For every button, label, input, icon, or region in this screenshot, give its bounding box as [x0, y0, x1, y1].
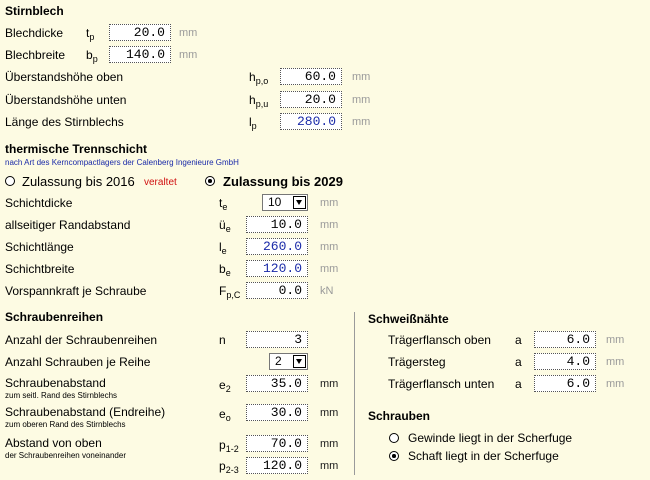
symbol-be: $b_e$: [219, 262, 231, 278]
section-title-trennschicht: thermische Trennschicht: [5, 142, 148, 156]
symbol-e2: $e_2$: [219, 378, 231, 394]
schrauben-je-reihe-select[interactable]: [269, 353, 308, 370]
unit-mm: mm: [606, 356, 625, 368]
chevron-down-icon[interactable]: [293, 196, 306, 209]
symbol-n: n: [219, 333, 226, 347]
unit-mm: mm: [320, 263, 339, 275]
symbol-hpo: $h_{p,o}$: [249, 70, 269, 86]
schichtbreite-value: 120.0: [246, 260, 308, 277]
unit-mm: mm: [320, 460, 339, 472]
symbol-eo: $e_o$: [219, 407, 231, 423]
blechbreite-input[interactable]: 140.0: [109, 46, 171, 63]
ueberstandshoehe-unten-input[interactable]: 20.0: [280, 91, 342, 108]
label-schraubenabstand: Schraubenabstand: [5, 376, 106, 390]
schichtdicke-value: 10: [268, 195, 282, 209]
symbol-a: a: [515, 355, 522, 369]
symbol-hpu: $h_{p,u}$: [249, 93, 269, 109]
anzahl-schraubenreihen-input[interactable]: 3: [246, 331, 308, 348]
chevron-down-icon[interactable]: [293, 355, 306, 368]
unit-mm: mm: [606, 334, 625, 346]
section-title-schraubenreihen: Schraubenreihen: [5, 310, 104, 324]
label-laenge-stirnblech: Länge des Stirnblechs: [5, 115, 124, 129]
unit-mm: mm: [179, 49, 198, 61]
radio-schaft-scherfuge[interactable]: [389, 451, 399, 461]
radio-zulassung-2016[interactable]: [5, 176, 15, 186]
note-schraubenabstand: zum seitl. Rand des Stirnblechs: [5, 391, 118, 400]
radio-gewinde-scherfuge[interactable]: [389, 433, 399, 443]
unit-mm: mm: [606, 378, 625, 390]
radio-label-zulassung-2029[interactable]: Zulassung bis 2029: [223, 174, 343, 189]
label-traegerflansch-unten: Trägerflansch unten: [388, 377, 495, 391]
symbol-p23: $p_{2-3}$: [219, 459, 239, 475]
unit-mm: mm: [320, 438, 339, 450]
unit-mm: mm: [179, 27, 198, 39]
section-divider: [354, 312, 355, 475]
unit-mm: mm: [320, 407, 339, 419]
label-abstand-von-oben: Abstand von oben: [5, 436, 102, 450]
unit-mm: mm: [320, 219, 339, 231]
unit-mm: mm: [320, 378, 339, 390]
symbol-ue: $ü_e$: [219, 218, 231, 234]
note-abstand-von-oben: der Schraubenreihen voneinander: [5, 451, 126, 460]
traegerflansch-oben-input[interactable]: 6.0: [534, 331, 596, 348]
label-randabstand: allseitiger Randabstand: [5, 218, 131, 232]
abstand-p23-input[interactable]: 120.0: [246, 457, 308, 474]
label-ueberstandshoehe-oben: Überstandshöhe oben: [5, 70, 124, 84]
schrauben-je-reihe-value: 2: [275, 354, 282, 368]
section-title-schweissnaehte: Schweißnähte: [368, 312, 449, 326]
unit-mm: mm: [320, 241, 339, 253]
label-vorspannkraft: Vorspannkraft je Schraube: [5, 284, 147, 298]
schraubenabstand-input[interactable]: 35.0: [246, 375, 308, 392]
label-schichtlaenge: Schichtlänge: [5, 240, 74, 254]
unit-mm: mm: [320, 197, 339, 209]
label-blechdicke: Blechdicke: [5, 26, 64, 40]
symbol-le: $l_e$: [219, 240, 227, 256]
note-veraltet: veraltet: [144, 177, 177, 188]
schichtdicke-select[interactable]: [262, 194, 308, 211]
schraubenabstand-endreihe-input[interactable]: 30.0: [246, 404, 308, 421]
label-schichtdicke: Schichtdicke: [5, 196, 73, 210]
symbol-te: $t_e$: [219, 196, 228, 212]
symbol-bp: $b_p$: [86, 48, 98, 64]
note-schraubenabstand-endreihe: zum oberen Rand des Stirnblechs: [5, 420, 126, 429]
vorspannkraft-input[interactable]: 0.0: [246, 282, 308, 299]
traegerflansch-unten-input[interactable]: 6.0: [534, 375, 596, 392]
randabstand-input[interactable]: 10.0: [246, 216, 308, 233]
label-ueberstandshoehe-unten: Überstandshöhe unten: [5, 93, 127, 107]
label-anzahl-schraubenreihen: Anzahl der Schraubenreihen: [5, 333, 158, 347]
section-subtitle-trennschicht: nach Art des Kerncompactlagers der Calenberg Ingenieure GmbH: [5, 158, 239, 167]
radio-label-zulassung-2016[interactable]: Zulassung bis 2016: [22, 174, 135, 189]
symbol-fpc: $F_{p,C}$: [219, 284, 241, 300]
symbol-tp: $t_p$: [86, 26, 95, 42]
radio-zulassung-2029[interactable]: [205, 176, 215, 186]
label-schraubenabstand-endreihe: Schraubenabstand (Endreihe): [5, 405, 166, 419]
label-schichtbreite: Schichtbreite: [5, 262, 75, 276]
section-title-schrauben: Schrauben: [368, 409, 431, 423]
radio-label-gewinde-scherfuge[interactable]: Gewinde liegt in der Scherfuge: [408, 431, 573, 445]
section-title-stirnblech: Stirnblech: [5, 4, 64, 18]
blechdicke-input[interactable]: 20.0: [109, 24, 171, 41]
unit-mm: mm: [352, 71, 371, 83]
laenge-stirnblech-value: 280.0: [280, 113, 342, 130]
unit-kn: kN: [320, 285, 334, 297]
label-traegerflansch-oben: Trägerflansch oben: [388, 333, 491, 347]
radio-label-schaft-scherfuge[interactable]: Schaft liegt in der Scherfuge: [408, 449, 559, 463]
symbol-a: a: [515, 333, 522, 347]
symbol-a: a: [515, 377, 522, 391]
ueberstandshoehe-oben-input[interactable]: 60.0: [280, 68, 342, 85]
traegersteg-input[interactable]: 4.0: [534, 353, 596, 370]
label-anzahl-schrauben-je-reihe: Anzahl Schrauben je Reihe: [5, 355, 151, 369]
unit-mm: mm: [352, 116, 371, 128]
schichtlaenge-value: 260.0: [246, 238, 308, 255]
symbol-lp: $l_p$: [249, 115, 257, 131]
abstand-p12-input[interactable]: 70.0: [246, 435, 308, 452]
unit-mm: mm: [352, 94, 371, 106]
symbol-p12: $p_{1-2}$: [219, 438, 239, 454]
label-blechbreite: Blechbreite: [5, 48, 66, 62]
label-traegersteg: Trägersteg: [388, 355, 446, 369]
